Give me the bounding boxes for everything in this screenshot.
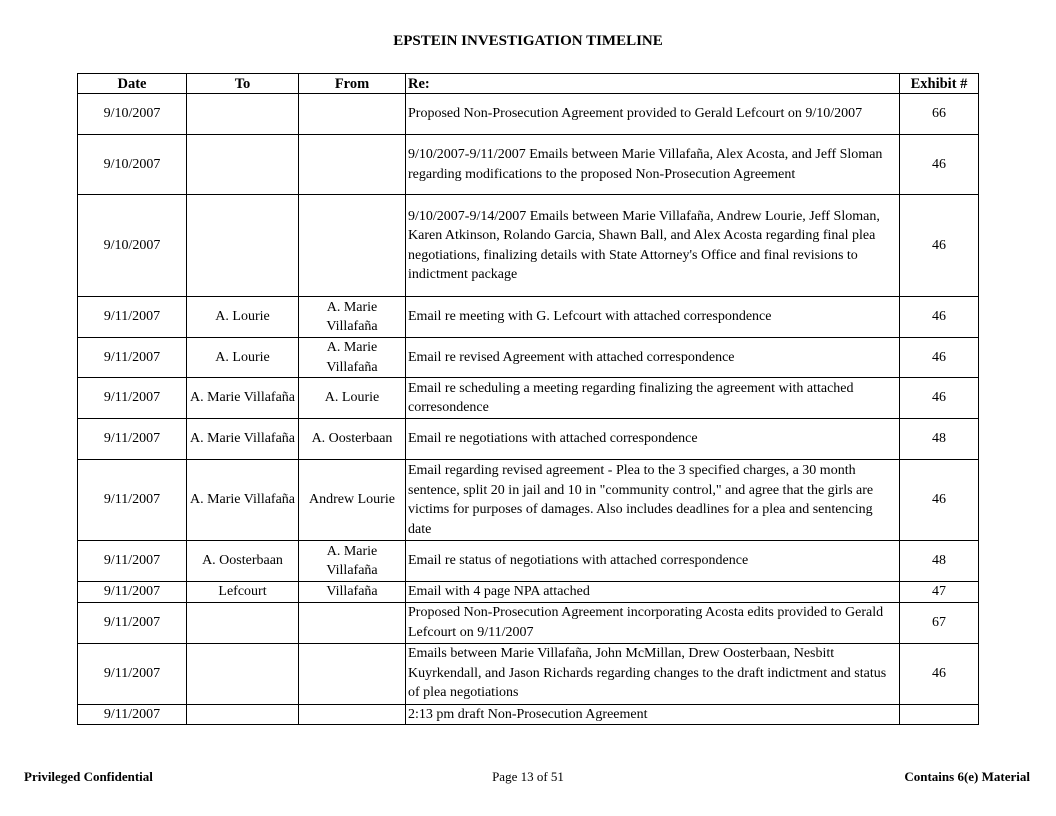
cell-to: A. Marie Villafaña <box>187 460 299 541</box>
footer-page-number: Page 13 of 51 <box>492 769 564 784</box>
cell-exhibit: 48 <box>900 541 979 582</box>
cell-from: A. Marie Villafaña <box>299 338 406 378</box>
cell-exhibit: 46 <box>900 460 979 541</box>
cell-re: Emails between Marie Villafaña, John McMillan, Drew Oosterbaan, Nesbitt Kuyrkendall, and Jason Richards regarding changes to the draft indictment and status of plea negotiations <box>406 643 900 704</box>
table-row <box>78 94 979 135</box>
cell-exhibit: 47 <box>900 582 979 603</box>
cell-from: A. Marie Villafaña <box>299 297 406 338</box>
cell-to: A. Lourie <box>187 338 299 378</box>
cell-to <box>187 94 299 135</box>
header-to: To <box>187 74 299 94</box>
cell-from: A. Marie Villafaña <box>299 541 406 582</box>
cell-re: 2:13 pm draft Non-Prosecution Agreement <box>406 704 900 725</box>
cell-exhibit: 46 <box>900 378 979 419</box>
cell-date: 9/11/2007 <box>78 541 187 582</box>
table-row <box>78 419 979 460</box>
cell-to: Lefcourt <box>187 582 299 603</box>
cell-re: 9/10/2007-9/14/2007 Emails between Marie Villafaña, Andrew Lourie, Jeff Sloman, Karen Atkinson, Rolando Garcia, Shawn Ball, and Alex Acosta regarding final plea negotiations, finalizing details with State Attorney's Office and final revisions to indictment package <box>406 195 900 297</box>
cell-date: 9/11/2007 <box>78 297 187 338</box>
cell-from <box>299 135 406 195</box>
cell-re: Proposed Non-Prosecution Agreement incorporating Acosta edits provided to Gerald Lefcourt on 9/11/2007 <box>406 602 900 643</box>
timeline-table <box>77 73 979 725</box>
cell-exhibit: 46 <box>900 195 979 297</box>
cell-date: 9/10/2007 <box>78 94 187 135</box>
table-row <box>78 460 979 541</box>
cell-date: 9/11/2007 <box>78 460 187 541</box>
header-from: From <box>299 74 406 94</box>
cell-re: Email re status of negotiations with attached correspondence <box>406 541 900 582</box>
cell-to: A. Lourie <box>187 297 299 338</box>
header-date: Date <box>78 74 187 94</box>
cell-re: Email re scheduling a meeting regarding finalizing the agreement with attached corresondence <box>406 378 900 419</box>
cell-exhibit: 66 <box>900 94 979 135</box>
cell-date: 9/11/2007 <box>78 338 187 378</box>
cell-from: Villafaña <box>299 582 406 603</box>
table-row <box>78 378 979 419</box>
cell-re: Email re revised Agreement with attached correspondence <box>406 338 900 378</box>
cell-exhibit <box>900 704 979 725</box>
cell-date: 9/10/2007 <box>78 135 187 195</box>
cell-date: 9/11/2007 <box>78 602 187 643</box>
cell-re: Email with 4 page NPA attached <box>406 582 900 603</box>
cell-date: 9/10/2007 <box>78 195 187 297</box>
cell-to: A. Marie Villafaña <box>187 419 299 460</box>
cell-exhibit: 67 <box>900 602 979 643</box>
cell-re: Email re negotiations with attached correspondence <box>406 419 900 460</box>
cell-from: A. Oosterbaan <box>299 419 406 460</box>
cell-date: 9/11/2007 <box>78 582 187 603</box>
table-row <box>78 704 979 725</box>
table-row <box>78 602 979 643</box>
cell-from <box>299 704 406 725</box>
cell-date: 9/11/2007 <box>78 704 187 725</box>
cell-from <box>299 602 406 643</box>
cell-re: Proposed Non-Prosecution Agreement provided to Gerald Lefcourt on 9/10/2007 <box>406 94 900 135</box>
header-row <box>78 74 979 94</box>
cell-date: 9/11/2007 <box>78 643 187 704</box>
cell-re: Email regarding revised agreement - Plea to the 3 specified charges, a 30 month sentence, split 20 in jail and 10 in "community control," and agree that the girls are victims for purposes of damages. Also includes deadlines for a plea and sentencing date <box>406 460 900 541</box>
cell-to <box>187 135 299 195</box>
header-exhibit: Exhibit # <box>900 74 979 94</box>
cell-exhibit: 46 <box>900 643 979 704</box>
cell-to: A. Marie Villafaña <box>187 378 299 419</box>
cell-re: 9/10/2007-9/11/2007 Emails between Marie Villafaña, Alex Acosta, and Jeff Sloman regarding modifications to the proposed Non-Prosecution Agreement <box>406 135 900 195</box>
cell-exhibit: 48 <box>900 419 979 460</box>
table-row <box>78 541 979 582</box>
cell-exhibit: 46 <box>900 338 979 378</box>
cell-from: Andrew Lourie <box>299 460 406 541</box>
table-row <box>78 195 979 297</box>
cell-from <box>299 94 406 135</box>
cell-exhibit: 46 <box>900 135 979 195</box>
cell-to <box>187 195 299 297</box>
footer-privileged-label: Privileged Confidential <box>24 769 153 784</box>
table-row <box>78 643 979 704</box>
cell-date: 9/11/2007 <box>78 419 187 460</box>
footer-6e-label: Contains 6(e) Material <box>904 769 1030 784</box>
table-row <box>78 297 979 338</box>
cell-date: 9/11/2007 <box>78 378 187 419</box>
cell-to <box>187 704 299 725</box>
cell-to <box>187 602 299 643</box>
cell-to: A. Oosterbaan <box>187 541 299 582</box>
cell-re: Email re meeting with G. Lefcourt with attached correspondence <box>406 297 900 338</box>
cell-exhibit: 46 <box>900 297 979 338</box>
header-re: Re: <box>406 74 900 94</box>
table-row <box>78 338 979 378</box>
cell-from <box>299 195 406 297</box>
table-row <box>78 582 979 603</box>
cell-from <box>299 643 406 704</box>
table-row <box>78 135 979 195</box>
cell-from: A. Lourie <box>299 378 406 419</box>
document-title: EPSTEIN INVESTIGATION TIMELINE <box>393 33 663 49</box>
cell-to <box>187 643 299 704</box>
